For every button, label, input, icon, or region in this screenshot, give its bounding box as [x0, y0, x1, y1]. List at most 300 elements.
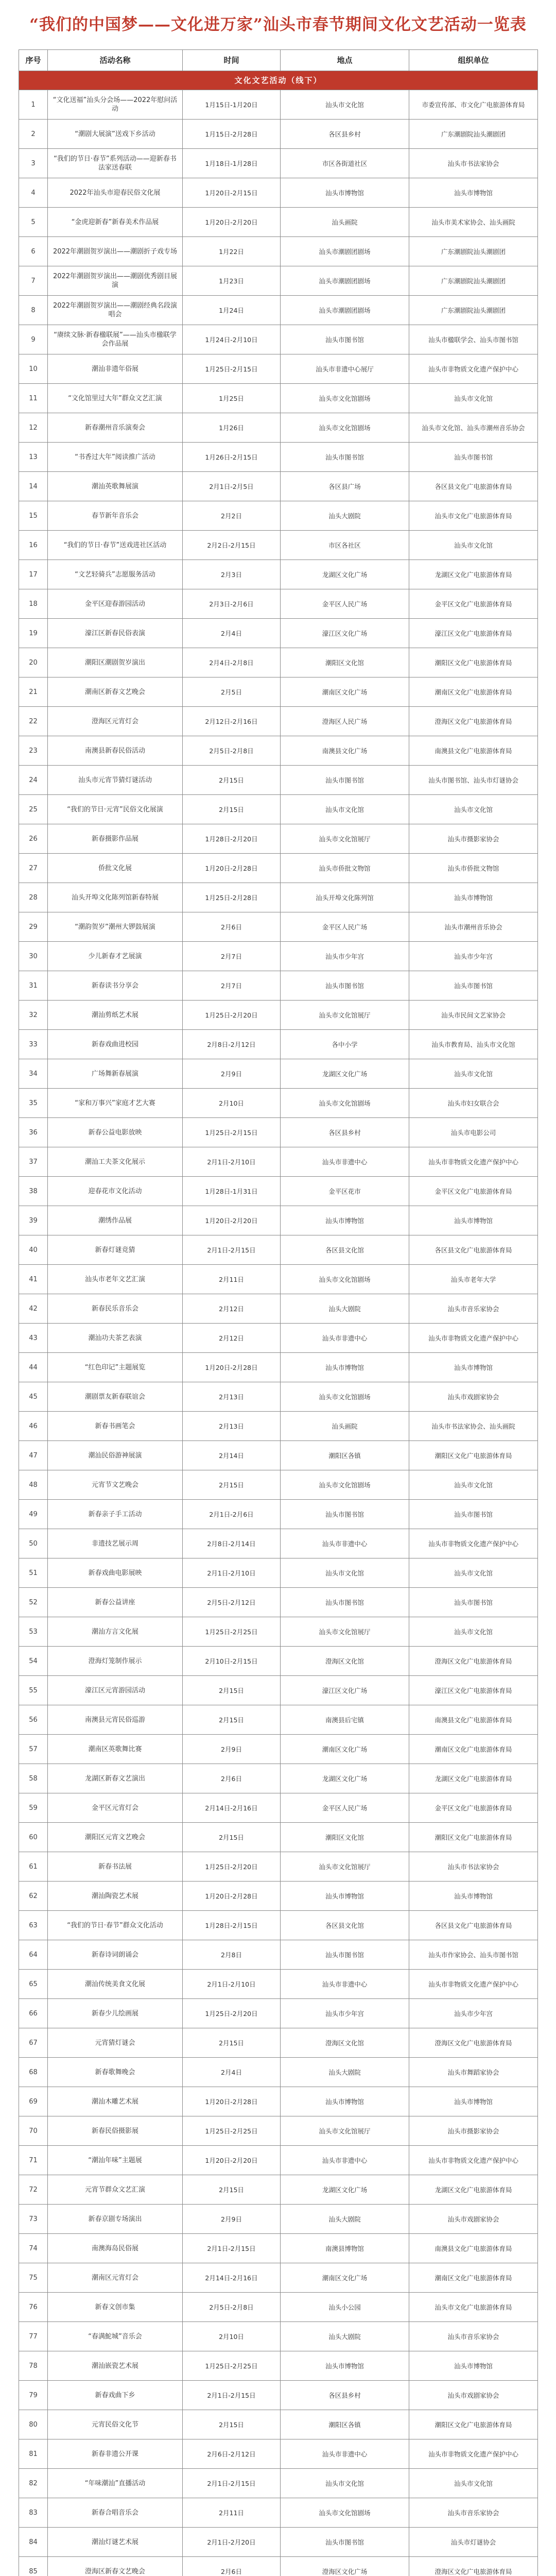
cell-activity: 潮汕传统美食文化展 — [48, 1970, 183, 1999]
table-row — [19, 2381, 538, 2410]
cell-organizer: 汕头市博物馆 — [409, 883, 538, 912]
cell-venue: 汕头大剧院 — [281, 501, 409, 531]
cell-activity: “家和万事兴”家庭才艺大赛 — [48, 1089, 183, 1118]
cell-time: 1月20日-2月20日 — [183, 208, 281, 237]
cell-time: 2月8日-2月14日 — [183, 1529, 281, 1558]
cell-organizer: 潮阳区文化广电旅游体育局 — [409, 2410, 538, 2439]
cell-time: 2月9日 — [183, 1059, 281, 1089]
cell-no: 53 — [19, 1617, 48, 1647]
cell-time: 2月1日-2月20日 — [183, 2528, 281, 2557]
table-row — [19, 2087, 538, 2116]
cell-organizer: 汕头市图书馆 — [409, 443, 538, 472]
cell-time: 2月8日 — [183, 1940, 281, 1970]
cell-organizer: 汕头市少年宫 — [409, 1999, 538, 2028]
cell-time: 1月18日-1月28日 — [183, 149, 281, 178]
cell-time: 2月6日 — [183, 912, 281, 942]
cell-activity: 元宵节群众文艺汇演 — [48, 2175, 183, 2205]
cell-no: 6 — [19, 237, 48, 266]
cell-venue: 龙湖区文化广场 — [281, 1764, 409, 1793]
cell-venue: 各区县乡村 — [281, 1118, 409, 1147]
cell-venue: 潮阳区文化馆 — [281, 648, 409, 677]
cell-no: 55 — [19, 1676, 48, 1705]
cell-activity: “潮汕年味”主题展 — [48, 2146, 183, 2175]
cell-time: 2月7日 — [183, 942, 281, 971]
cell-venue: 汕头市博物馆 — [281, 1882, 409, 1911]
cell-time: 2月7日 — [183, 971, 281, 1001]
cell-venue: 汕头市文化馆 — [281, 795, 409, 824]
cell-no: 70 — [19, 2116, 48, 2146]
cell-organizer: 汕头市文化馆 — [409, 2469, 538, 2498]
cell-activity: 澄海灯笼制作展示 — [48, 1647, 183, 1676]
table-row — [19, 1001, 538, 1030]
cell-activity: “红色印记”主题展览 — [48, 1353, 183, 1382]
table-row — [19, 90, 538, 120]
cell-organizer: 汕头市侨批文物馆 — [409, 854, 538, 883]
cell-no: 7 — [19, 266, 48, 296]
table-row — [19, 1882, 538, 1911]
cell-activity: “潮剧大展演”送戏下乡活动 — [48, 120, 183, 149]
cell-venue: 市区各街道社区 — [281, 149, 409, 178]
table-row — [19, 795, 538, 824]
cell-no: 77 — [19, 2322, 48, 2351]
cell-organizer: 汕头市博物馆 — [409, 1353, 538, 1382]
table-row — [19, 1529, 538, 1558]
table-row — [19, 1617, 538, 1647]
cell-time: 1月25日-2月15日 — [183, 354, 281, 384]
cell-organizer: 汕头市博物馆 — [409, 1882, 538, 1911]
cell-organizer: 汕头市图书馆 — [409, 971, 538, 1001]
cell-activity: “文化馆里过大年”群众文艺汇演 — [48, 384, 183, 413]
table-row — [19, 325, 538, 354]
cell-organizer: 金平区文化广电旅游体育局 — [409, 589, 538, 619]
cell-activity: 南澳海岛民俗展 — [48, 2234, 183, 2263]
cell-activity: “赓续文脉·新春楹联展”——汕头市楹联学会作品展 — [48, 325, 183, 354]
cell-activity: 新春民乐音乐会 — [48, 1294, 183, 1324]
cell-no: 85 — [19, 2557, 48, 2576]
table-row — [19, 1793, 538, 1823]
cell-time: 2月14日-2月16日 — [183, 2263, 281, 2293]
activity-table — [19, 49, 538, 2576]
cell-venue: 汕头大剧院 — [281, 2058, 409, 2087]
table-row — [19, 2439, 538, 2469]
cell-time: 1月20日-2月20日 — [183, 2146, 281, 2175]
cell-time: 2月5日 — [183, 677, 281, 707]
table-row — [19, 1647, 538, 1676]
cell-time: 2月3日 — [183, 560, 281, 589]
cell-no: 67 — [19, 2028, 48, 2058]
cell-venue: 濠江区文化广场 — [281, 619, 409, 648]
cell-activity: 潮阳区潮剧贺岁演出 — [48, 648, 183, 677]
cell-no: 13 — [19, 443, 48, 472]
table-row — [19, 296, 538, 325]
cell-time: 2月15日 — [183, 2175, 281, 2205]
cell-activity: 潮南区英歌舞比赛 — [48, 1735, 183, 1764]
cell-time: 2月15日 — [183, 2410, 281, 2439]
cell-no: 19 — [19, 619, 48, 648]
cell-time: 2月9日 — [183, 1735, 281, 1764]
cell-time: 1月26日-2月15日 — [183, 443, 281, 472]
cell-organizer: 汕头市文化馆 — [409, 1558, 538, 1588]
cell-venue: 汕头市非遗中心 — [281, 1324, 409, 1353]
cell-no: 62 — [19, 1882, 48, 1911]
table-row — [19, 1705, 538, 1735]
cell-no: 37 — [19, 1147, 48, 1177]
cell-venue: 汕头市文化馆 — [281, 2469, 409, 2498]
cell-activity: 潮汕非遗年俗展 — [48, 354, 183, 384]
table-row — [19, 912, 538, 942]
table-row — [19, 266, 538, 296]
cell-time: 1月20日-2月20日 — [183, 1206, 281, 1235]
cell-organizer: 金平区文化广电旅游体育局 — [409, 1793, 538, 1823]
cell-time: 2月11日 — [183, 2498, 281, 2528]
cell-venue: 龙湖区文化广场 — [281, 1059, 409, 1089]
cell-time: 2月1日-2月15日 — [183, 2381, 281, 2410]
table-row — [19, 883, 538, 912]
cell-venue: 汕头市博物馆 — [281, 2351, 409, 2381]
cell-organizer: 汕头市非物质文化遗产保护中心 — [409, 2146, 538, 2175]
cell-activity: 新春戏曲进校园 — [48, 1030, 183, 1059]
cell-activity: 潮南区新春文艺晚会 — [48, 677, 183, 707]
cell-time: 2月5日-2月8日 — [183, 736, 281, 766]
cell-no: 18 — [19, 589, 48, 619]
cell-activity: 潮汕剪纸艺术展 — [48, 1001, 183, 1030]
cell-time: 2月2日-2月15日 — [183, 531, 281, 560]
cell-time: 2月4日 — [183, 619, 281, 648]
cell-activity: 新春亲子手工活动 — [48, 1500, 183, 1529]
cell-no: 27 — [19, 854, 48, 883]
cell-activity: 潮剧票友新春联谊会 — [48, 1382, 183, 1412]
cell-time: 1月24日-2月10日 — [183, 325, 281, 354]
cell-no: 12 — [19, 413, 48, 443]
cell-organizer: 汕头市戏剧家协会 — [409, 2205, 538, 2234]
table-row — [19, 237, 538, 266]
cell-activity: 新春戏曲电影展映 — [48, 1558, 183, 1588]
cell-venue: 汕头市图书馆 — [281, 443, 409, 472]
cell-activity: “文艺轻骑兵”志愿服务活动 — [48, 560, 183, 589]
cell-no: 10 — [19, 354, 48, 384]
cell-no: 30 — [19, 942, 48, 971]
cell-venue: 南澳县博物馆 — [281, 2234, 409, 2263]
cell-time: 2月14日 — [183, 1441, 281, 1470]
cell-organizer: 汕头市民间文艺家协会 — [409, 1001, 538, 1030]
table-row — [19, 589, 538, 619]
cell-organizer: 汕头市戏剧家协会 — [409, 1382, 538, 1412]
cell-activity: “春满鮀城”音乐会 — [48, 2322, 183, 2351]
cell-organizer: 汕头市老年大学 — [409, 1265, 538, 1294]
cell-time: 2月4日-2月8日 — [183, 648, 281, 677]
header-venue: 地点 — [281, 50, 409, 71]
table-row — [19, 2528, 538, 2557]
cell-no: 52 — [19, 1588, 48, 1617]
cell-activity: 元宵民俗文化节 — [48, 2410, 183, 2439]
cell-time: 1月25日-2月20日 — [183, 1852, 281, 1882]
cell-venue: 汕头市图书馆 — [281, 971, 409, 1001]
cell-time: 2月1日-2月6日 — [183, 1500, 281, 1529]
cell-no: 66 — [19, 1999, 48, 2028]
table-header-row — [19, 50, 538, 71]
cell-activity: 2022年潮剧贺岁演出——潮剧折子戏专场 — [48, 237, 183, 266]
cell-organizer: 南澳县文化广电旅游体育局 — [409, 1705, 538, 1735]
cell-time: 1月25日-2月25日 — [183, 1617, 281, 1647]
cell-activity: 龙湖区新春文艺演出 — [48, 1764, 183, 1793]
cell-organizer: 汕头市博物馆 — [409, 178, 538, 208]
header-organizer: 组织单位 — [409, 50, 538, 71]
cell-no: 41 — [19, 1265, 48, 1294]
table-row — [19, 1177, 538, 1206]
cell-time: 1月24日 — [183, 296, 281, 325]
cell-organizer: 汕头市文化馆 — [409, 795, 538, 824]
cell-activity: 迎春花市文化活动 — [48, 1177, 183, 1206]
table-row — [19, 1764, 538, 1793]
cell-no: 50 — [19, 1529, 48, 1558]
cell-time: 1月25日 — [183, 384, 281, 413]
table-row — [19, 1558, 538, 1588]
cell-no: 38 — [19, 1177, 48, 1206]
cell-no: 5 — [19, 208, 48, 237]
cell-time: 2月15日 — [183, 1705, 281, 1735]
table-row — [19, 1823, 538, 1852]
cell-organizer: 汕头市少年宫 — [409, 942, 538, 971]
cell-activity: “金虎迎新春”新春美术作品展 — [48, 208, 183, 237]
cell-venue: 汕头市非遗中心 — [281, 1529, 409, 1558]
cell-activity: 潮汕陶瓷艺术展 — [48, 1882, 183, 1911]
cell-activity: 新春书法展 — [48, 1852, 183, 1882]
cell-activity: 新春戏曲下乡 — [48, 2381, 183, 2410]
table-row — [19, 149, 538, 178]
cell-venue: 潮南区文化广场 — [281, 677, 409, 707]
cell-venue: 澄海区文化馆 — [281, 2028, 409, 2058]
table-row — [19, 1999, 538, 2028]
cell-no: 61 — [19, 1852, 48, 1882]
table-row — [19, 1059, 538, 1089]
cell-organizer: 汕头市非物质文化遗产保护中心 — [409, 354, 538, 384]
cell-venue: 汕头市文化馆 — [281, 90, 409, 120]
cell-venue: 汕头市文化馆剧场 — [281, 413, 409, 443]
cell-organizer: 澄海区文化广电旅游体育局 — [409, 2557, 538, 2576]
cell-activity: “文化送福”汕头分会场——2022年慰问活动 — [48, 90, 183, 120]
cell-activity: 新春文创市集 — [48, 2293, 183, 2322]
cell-venue: 汕头市潮剧团剧场 — [281, 296, 409, 325]
cell-activity: “我们的节日·春节”送戏进社区活动 — [48, 531, 183, 560]
cell-activity: 潮阳区元宵文艺晚会 — [48, 1823, 183, 1852]
cell-no: 84 — [19, 2528, 48, 2557]
cell-activity: 新春摄影作品展 — [48, 824, 183, 854]
cell-activity: 少儿新春才艺展演 — [48, 942, 183, 971]
cell-time: 1月15日-1月20日 — [183, 90, 281, 120]
cell-time: 1月25日-2月20日 — [183, 1999, 281, 2028]
cell-no: 73 — [19, 2205, 48, 2234]
cell-organizer: 汕头市楹联学会、汕头市图书馆 — [409, 325, 538, 354]
cell-activity: 汕头市元宵节猜灯谜活动 — [48, 766, 183, 795]
cell-activity: 侨批文化展 — [48, 854, 183, 883]
cell-activity: 潮汕民俗游神展演 — [48, 1441, 183, 1470]
cell-time: 2月15日 — [183, 766, 281, 795]
cell-organizer: 南澳县文化广电旅游体育局 — [409, 2234, 538, 2263]
cell-venue: 各区县文化馆 — [281, 1235, 409, 1265]
cell-no: 80 — [19, 2410, 48, 2439]
table-row — [19, 2351, 538, 2381]
cell-no: 8 — [19, 296, 48, 325]
cell-activity: 广场舞新春展演 — [48, 1059, 183, 1089]
cell-organizer: 濠江区文化广电旅游体育局 — [409, 1676, 538, 1705]
cell-time: 1月28日-2月20日 — [183, 824, 281, 854]
cell-venue: 汕头市少年宫 — [281, 1999, 409, 2028]
table-row — [19, 2293, 538, 2322]
cell-venue: 汕头市文化馆展厅 — [281, 2116, 409, 2146]
cell-venue: 汕头市图书馆 — [281, 1500, 409, 1529]
table-row — [19, 1147, 538, 1177]
cell-time: 2月11日 — [183, 1265, 281, 1294]
cell-time: 2月5日-2月8日 — [183, 2293, 281, 2322]
cell-time: 1月20日-2月28日 — [183, 1882, 281, 1911]
cell-organizer: 广东潮剧院汕头潮剧团 — [409, 237, 538, 266]
table-row — [19, 2146, 538, 2175]
cell-activity: 潮南区元宵灯会 — [48, 2263, 183, 2293]
cell-venue: 南澳县文化广场 — [281, 736, 409, 766]
cell-no: 60 — [19, 1823, 48, 1852]
cell-time: 2月9日 — [183, 2205, 281, 2234]
cell-activity: 2022年汕头市迎春民俗文化展 — [48, 178, 183, 208]
table-row — [19, 2322, 538, 2351]
cell-activity: “潮韵贺岁”潮州大锣鼓展演 — [48, 912, 183, 942]
cell-organizer: 汕头市美术家协会、汕头画院 — [409, 208, 538, 237]
cell-no: 56 — [19, 1705, 48, 1735]
cell-no: 14 — [19, 472, 48, 501]
cell-venue: 汕头市文化馆 — [281, 1558, 409, 1588]
cell-time: 2月15日 — [183, 1470, 281, 1500]
cell-no: 11 — [19, 384, 48, 413]
cell-time: 1月25日-2月20日 — [183, 1001, 281, 1030]
cell-time: 1月20日-2月28日 — [183, 854, 281, 883]
table-row — [19, 413, 538, 443]
cell-organizer: 汕头市妇女联合会 — [409, 1089, 538, 1118]
table-row — [19, 1118, 538, 1147]
cell-time: 2月1日-2月5日 — [183, 472, 281, 501]
table-row — [19, 2116, 538, 2146]
cell-organizer: 汕头市图书馆 — [409, 1500, 538, 1529]
cell-venue: 龙湖区文化广场 — [281, 560, 409, 589]
cell-venue: 各区县乡村 — [281, 2381, 409, 2410]
cell-time: 2月15日 — [183, 795, 281, 824]
table-row — [19, 1970, 538, 1999]
table-row — [19, 2028, 538, 2058]
cell-time: 2月13日 — [183, 1382, 281, 1412]
table-row — [19, 2557, 538, 2576]
cell-venue: 汕头市文化馆剧场 — [281, 2498, 409, 2528]
cell-activity: 金平区迎春游园活动 — [48, 589, 183, 619]
cell-organizer: 汕头市书法家协会 — [409, 149, 538, 178]
cell-venue: 汕头大剧院 — [281, 1294, 409, 1324]
cell-no: 75 — [19, 2263, 48, 2293]
cell-venue: 汕头市图书馆 — [281, 766, 409, 795]
cell-time: 2月12日-2月16日 — [183, 707, 281, 736]
cell-activity: 新春少儿绘画展 — [48, 1999, 183, 2028]
cell-venue: 潮阳区文化馆 — [281, 1823, 409, 1852]
cell-no: 58 — [19, 1764, 48, 1793]
cell-time: 2月12日 — [183, 1324, 281, 1353]
cell-venue: 南澳县后宅镇 — [281, 1705, 409, 1735]
cell-time: 1月23日 — [183, 266, 281, 296]
table-row — [19, 384, 538, 413]
section-header-row — [19, 71, 538, 90]
table-row — [19, 1353, 538, 1382]
cell-no: 20 — [19, 648, 48, 677]
cell-no: 4 — [19, 178, 48, 208]
header-no: 序号 — [19, 50, 48, 71]
cell-venue: 汕头市非遗中心展厅 — [281, 354, 409, 384]
table-row — [19, 1852, 538, 1882]
table-row — [19, 971, 538, 1001]
cell-no: 42 — [19, 1294, 48, 1324]
cell-organizer: 汕头市电影公司 — [409, 1118, 538, 1147]
cell-time: 2月10日 — [183, 1089, 281, 1118]
table-row — [19, 531, 538, 560]
cell-activity: “年味潮汕”直播活动 — [48, 2469, 183, 2498]
cell-time: 2月14日-2月16日 — [183, 1793, 281, 1823]
cell-venue: 各区县文化馆 — [281, 1911, 409, 1940]
table-row — [19, 2410, 538, 2439]
cell-organizer: 潮阳区文化广电旅游体育局 — [409, 1441, 538, 1470]
cell-no: 68 — [19, 2058, 48, 2087]
cell-no: 76 — [19, 2293, 48, 2322]
cell-organizer: 汕头市戏剧家协会 — [409, 2381, 538, 2410]
cell-organizer: 龙湖区文化广电旅游体育局 — [409, 1764, 538, 1793]
cell-no: 24 — [19, 766, 48, 795]
table-row — [19, 472, 538, 501]
cell-no: 82 — [19, 2469, 48, 2498]
cell-venue: 汕头市文化馆剧场 — [281, 1470, 409, 1500]
cell-organizer: 汕头市博物馆 — [409, 2351, 538, 2381]
cell-venue: 汕头市少年宫 — [281, 942, 409, 971]
cell-no: 25 — [19, 795, 48, 824]
cell-activity: 2022年潮剧贺岁演出——潮剧经典名段演唱会 — [48, 296, 183, 325]
cell-no: 3 — [19, 149, 48, 178]
cell-venue: 汕头市博物馆 — [281, 178, 409, 208]
cell-venue: 汕头开埠文化陈列馆 — [281, 883, 409, 912]
cell-time: 1月28日-1月31日 — [183, 1177, 281, 1206]
cell-activity: “我们的节日·春节”群众文化活动 — [48, 1911, 183, 1940]
cell-time: 2月6日 — [183, 1764, 281, 1793]
cell-venue: 澄海区文化馆 — [281, 1647, 409, 1676]
cell-venue: 汕头市文化馆剧场 — [281, 384, 409, 413]
cell-no: 59 — [19, 1793, 48, 1823]
cell-time: 2月5日-2月12日 — [183, 1588, 281, 1617]
cell-time: 1月25日-2月28日 — [183, 883, 281, 912]
table-row — [19, 766, 538, 795]
cell-organizer: 汕头市文化广电旅游体育局 — [409, 2293, 538, 2322]
cell-venue: 金平区人民广场 — [281, 1793, 409, 1823]
table-row — [19, 354, 538, 384]
cell-venue: 汕头市图书馆 — [281, 325, 409, 354]
cell-activity: 新春诗词朗诵会 — [48, 1940, 183, 1970]
cell-activity: 潮汕灯谜艺术展 — [48, 2528, 183, 2557]
cell-activity: 新春民俗摄影展 — [48, 2116, 183, 2146]
table-row — [19, 1470, 538, 1500]
cell-organizer: 汕头市舞蹈家协会 — [409, 2058, 538, 2087]
cell-organizer: 汕头市文化广电旅游体育局 — [409, 501, 538, 531]
cell-organizer: 各区县文化广电旅游体育局 — [409, 472, 538, 501]
cell-organizer: 汕头市书法家协会、汕头画院 — [409, 1412, 538, 1441]
cell-venue: 汕头大剧院 — [281, 2322, 409, 2351]
cell-organizer: 汕头市图书馆、汕头市灯谜协会 — [409, 766, 538, 795]
cell-time: 1月20日-2月15日 — [183, 178, 281, 208]
table-row — [19, 1294, 538, 1324]
table-row — [19, 707, 538, 736]
cell-activity: 汕头市老年文艺汇演 — [48, 1265, 183, 1294]
table-row — [19, 619, 538, 648]
cell-activity: 新春公益讲座 — [48, 1588, 183, 1617]
cell-no: 23 — [19, 736, 48, 766]
